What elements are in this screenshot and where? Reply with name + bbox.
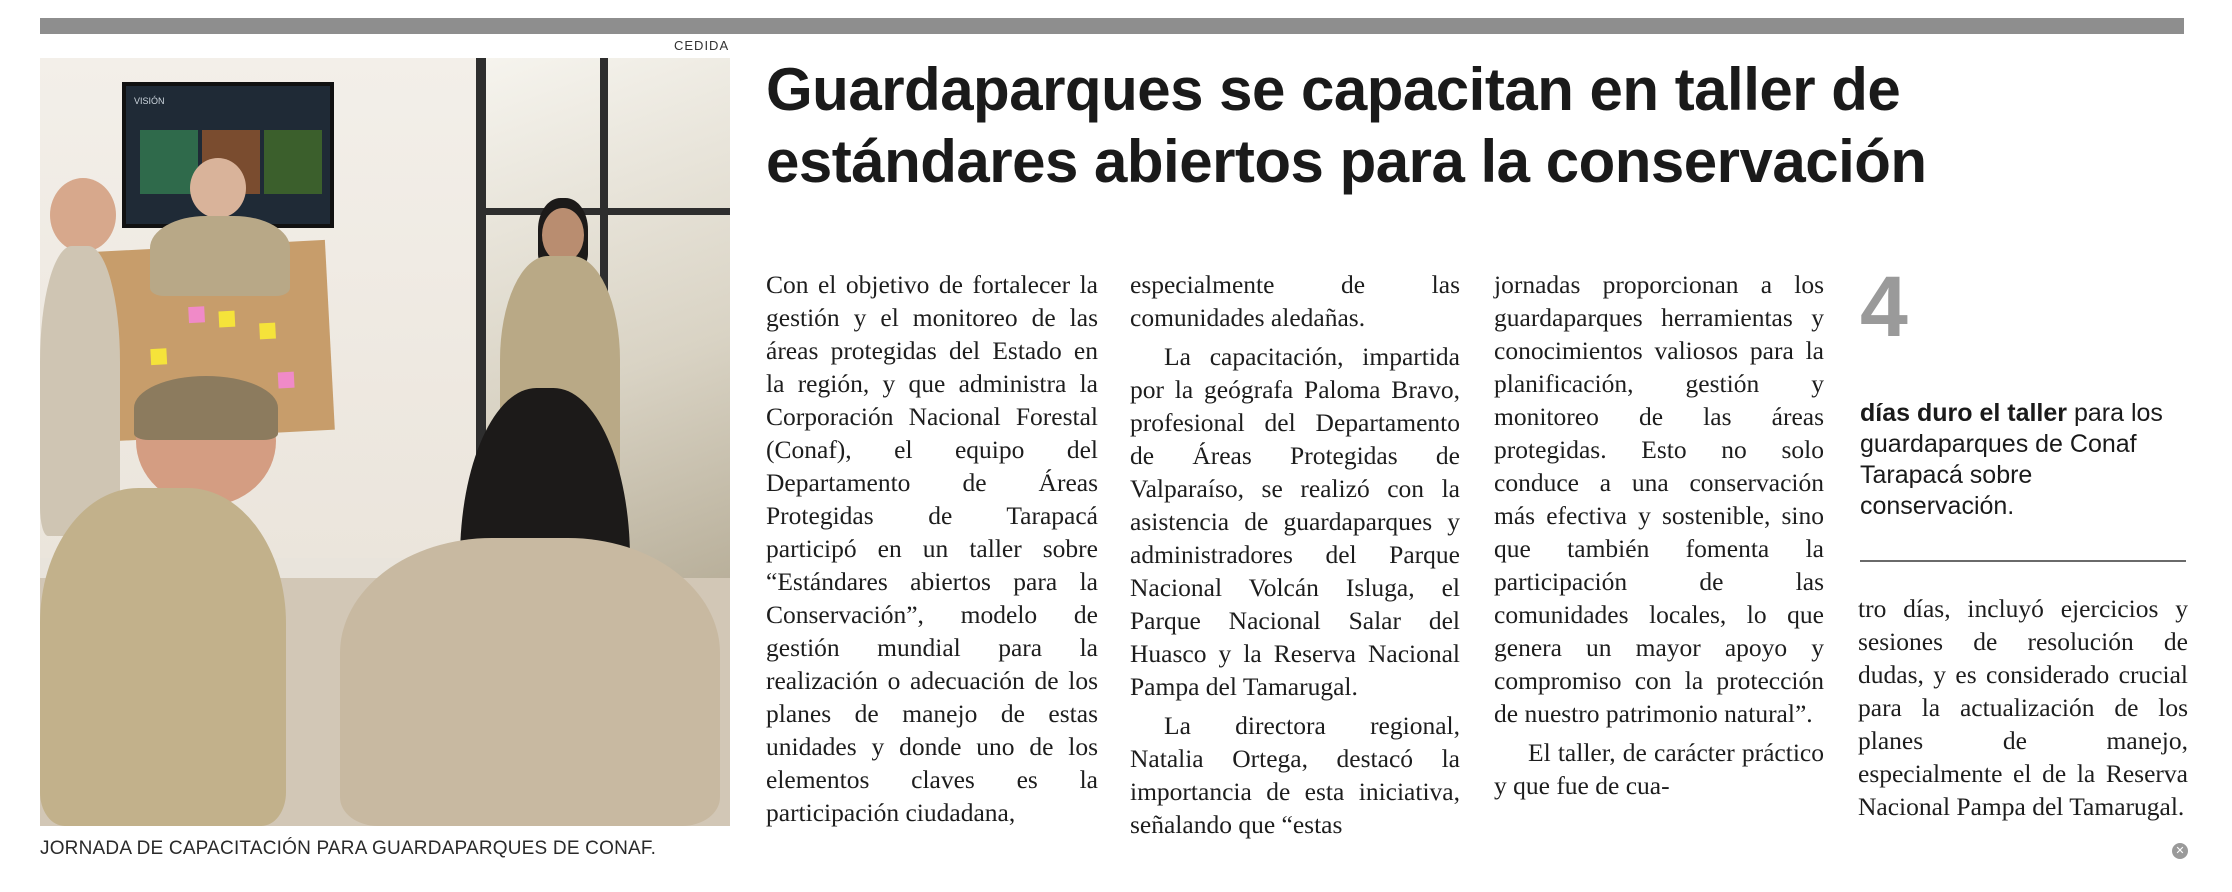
top-rule-bar: [40, 18, 2184, 34]
body-paragraph: tro días, incluyó ejercicios y sesiones de resolución de dudas, y es considerado crucial para la actualización de los planes de manejo, especialmente el de la Reserva Nacional Pampa del Tamarugal.: [1858, 594, 2188, 821]
body-paragraph: El taller, de carácter práctico y que fue de cua-: [1494, 738, 1824, 800]
person-head: [190, 158, 246, 218]
person: [340, 538, 720, 826]
screen-label: VISIÓN: [134, 96, 165, 106]
person-head: [50, 178, 116, 252]
body-column-4: [1858, 592, 2188, 823]
factbox-bold-text: días duro el taller: [1860, 399, 2068, 427]
body-paragraph: La capacitación, impartida por la geógrafa Paloma Bravo, profesional del Departamento de Áreas Protegidas de Valparaíso, se realizó con la asistencia de guardaparques y administradores del Parque Nacional Volcán Isluga, el Parque Nacional Salar del Huasco y la Reserva Nacional Pampa del Tamarugal.: [1130, 342, 1460, 701]
factbox-rest-text: para los guardaparques de Conaf Tarapacá sobre conservación.: [1860, 399, 2163, 520]
article-headline: Guardaparques se capacitan en taller de estándares abiertos para la conservación: [766, 56, 1927, 195]
article-photo: [40, 58, 730, 826]
person: [40, 488, 286, 826]
factbox-divider: [1860, 560, 2186, 562]
body-paragraph: jornadas proporcionan a los guardaparques herramientas y conocimientos valiosos para la planificación, gestión y monitoreo de las áreas protegidas. Esto no solo conduce a una conservación más efectiva y sostenible, sino que también fomenta la participación de las comunidades locales, lo que genera un mayor apoyo y compromiso con la protección de nuestro patrimonio natural”.: [1494, 270, 1824, 728]
body-paragraph: Con el objetivo de fortalecer la gestión y el monitoreo de las áreas protegidas del Estado en la región, y que administra la Corporación Nacional Forestal (Conaf), el equipo del Departamento de Áreas Protegidas de Tarapacá participó en un taller sobre “Estándares abiertos para la Conservación”, modelo de gestión mundial para la realización o adecuación de los planes de manejo de estas unidades y donde uno de los elementos claves es la participación ciudadana,: [766, 270, 1098, 827]
body-paragraph: especialmente de las comunidades aledañas.: [1130, 270, 1460, 332]
photo-caption: JORNADA DE CAPACITACIÓN PARA GUARDAPARQUES DE CONAF.: [40, 838, 657, 859]
end-mark-icon: ✕: [2172, 843, 2188, 859]
body-paragraph: La directora regional, Natalia Ortega, destacó la importancia de esta iniciativa, señalando que “estas: [1130, 711, 1460, 839]
factbox-text: [1860, 398, 2186, 522]
photo-credit: CEDIDA: [674, 38, 730, 53]
person-head: [542, 208, 584, 262]
cap-icon: [134, 376, 278, 440]
person: [150, 216, 290, 296]
body-column-1: [766, 268, 1098, 829]
body-column-2: [1130, 268, 1460, 841]
person: [40, 246, 120, 536]
window-frame: [480, 208, 730, 215]
body-column-3: [1494, 268, 1824, 802]
factbox-number: 4: [1860, 259, 1908, 355]
